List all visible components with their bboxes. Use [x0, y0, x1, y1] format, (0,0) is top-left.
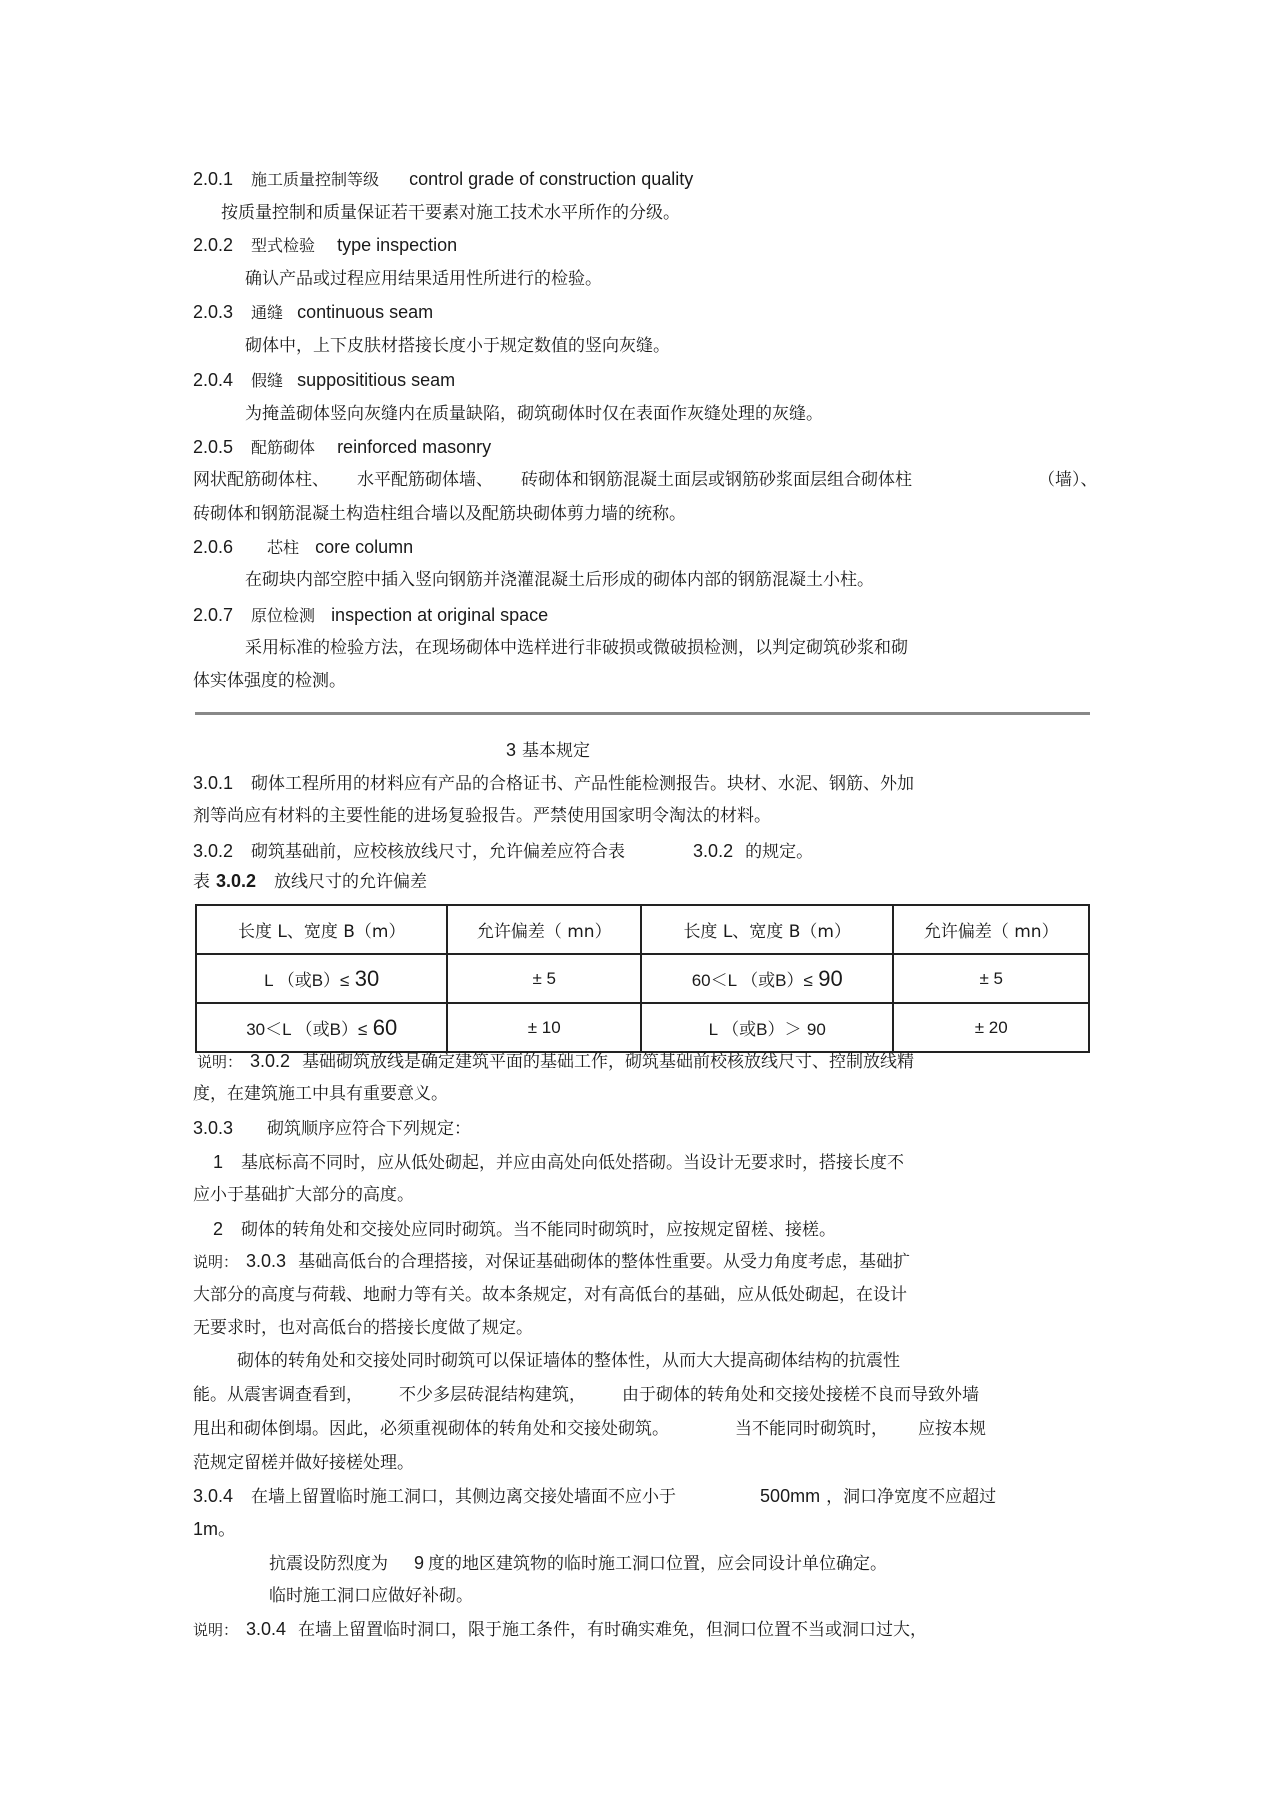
tolerance-table	[195, 904, 1090, 1053]
range-text: 60＜L （或B）≤	[691, 970, 813, 990]
term-definition	[193, 469, 912, 491]
text-part: 度的地区建筑物的临时施工洞口位置，应会同设计单位确定。	[428, 1554, 888, 1574]
term-2-0-4	[193, 369, 455, 392]
chapter-number: 3	[506, 740, 517, 760]
term-definition: 为掩盖砌体竖向灰缝内在质量缺陷，砌筑砌体时仅在表面作灰缝处理的灰缝。	[245, 404, 823, 424]
table-cell	[641, 954, 893, 1003]
dimension-value: 1m。	[193, 1519, 237, 1539]
term-zh: 原位检测	[251, 606, 316, 625]
clause-number: 3.0.1	[193, 773, 234, 793]
text-part: 由于砌体的转角处和交接处接槎不良而导致外墙	[622, 1385, 979, 1405]
clause-text-continued: 剂等尚应有材料的主要性能的进场复验报告。严禁使用国家明令淘汰的材料。	[193, 806, 771, 826]
clause-text-continued	[193, 1518, 236, 1541]
text-part: 能。从震害调查看到，	[193, 1385, 363, 1405]
table-reference: 3.0.2	[693, 841, 734, 861]
item-number: 1	[213, 1152, 224, 1172]
term-zh: 假缝	[251, 371, 284, 390]
clause-number: 3.0.3	[193, 1118, 234, 1138]
note-prefix: 说明：	[197, 1053, 243, 1071]
definition-part: 网状配筋砌体柱、	[193, 470, 329, 490]
term-en: type inspection	[337, 235, 458, 255]
note-text: 在墙上留置临时洞口，限于施工条件，有时确实难免，但洞口位置不当或洞口过大，	[298, 1620, 928, 1640]
header-cell: 允许偏差（ mn）	[447, 905, 641, 954]
note-text: 基础砌筑放线是确定建筑平面的基础工作，砌筑基础前校核放线尺寸、控制放线精	[302, 1052, 915, 1072]
clause-number: 3.0.2	[193, 841, 234, 861]
list-item-2	[213, 1218, 836, 1241]
item-number: 2	[213, 1219, 224, 1239]
range-text: 30＜L （或B）≤	[246, 1019, 368, 1039]
term-definition: 在砌块内部空腔中插入竖向钢筋并浇灌混凝土后形成的砌体内部的钢筋混凝土小柱。	[245, 570, 874, 590]
chapter-title: 基本规定	[522, 741, 591, 761]
sub-clause: 临时施工洞口应做好补砌。	[269, 1586, 473, 1606]
table-cell: ± 5	[447, 954, 641, 1003]
clause-text: 砌筑基础前，应校核放线尺寸，允许偏差应符合表	[251, 842, 626, 862]
caption-number: 3.0.2	[216, 871, 257, 891]
note-text-continued: 度，在建筑施工中具有重要意义。	[193, 1084, 448, 1104]
table-row	[196, 1003, 1089, 1052]
term-2-0-2	[193, 234, 457, 257]
range-limit: 90	[818, 965, 843, 991]
range-limit: 60	[372, 1014, 398, 1040]
note-paragraph-line	[193, 1418, 986, 1440]
term-2-0-7	[193, 604, 548, 627]
text-part: 应按本规	[918, 1419, 986, 1439]
clause-3-0-2	[193, 840, 813, 863]
note-text-continued: 大部分的高度与荷载、地耐力等有关。故本条规定，对有高低台的基础，应从低处砌起，在设计	[193, 1285, 907, 1305]
note-3-0-3	[193, 1250, 910, 1273]
term-zh: 通缝	[251, 303, 284, 322]
term-en: inspection at original space	[331, 605, 549, 625]
term-en: supposititious seam	[297, 370, 456, 390]
clause-number: 2.0.1	[193, 169, 234, 189]
note-3-0-4	[193, 1618, 927, 1641]
text-part: 甩出和砌体倒塌。因此，必须重视砌体的转角处和交接处砌筑。	[193, 1419, 669, 1439]
header-cell: 允许偏差（ mn）	[893, 905, 1089, 954]
term-definition: 采用标准的检验方法，在现场砌体中选样进行非破损或微破损检测，以判定砌筑砂浆和砌	[245, 638, 908, 658]
table-row	[196, 954, 1089, 1003]
term-zh: 配筋砌体	[251, 438, 316, 457]
section-divider	[195, 712, 1090, 715]
clause-number: 3.0.2	[250, 1051, 291, 1071]
note-paragraph-line	[193, 1384, 979, 1406]
term-en: control grade of construction quality	[409, 169, 694, 189]
clause-number: 2.0.4	[193, 370, 234, 390]
term-zh: 芯柱	[267, 538, 300, 557]
table-cell: ± 10	[447, 1003, 641, 1052]
clause-number: 3.0.4	[246, 1619, 287, 1639]
table-cell	[196, 1003, 447, 1052]
clause-text: 的规定。	[745, 842, 814, 862]
term-2-0-6	[193, 536, 413, 559]
clause-number: 2.0.5	[193, 437, 234, 457]
term-2-0-5	[193, 436, 491, 459]
item-text-continued: 应小于基础扩大部分的高度。	[193, 1185, 414, 1205]
dimension-value: 500mm	[760, 1486, 821, 1506]
note-paragraph-line: 范规定留槎并做好接槎处理。	[193, 1453, 414, 1473]
term-definition: 砌体中，上下皮肤材搭接长度小于规定数值的竖向灰缝。	[245, 336, 670, 356]
clause-text: 在墙上留置临时施工洞口，其侧边离交接处墙面不应小于	[251, 1487, 677, 1507]
list-item-1	[213, 1151, 904, 1174]
clause-number: 2.0.3	[193, 302, 234, 322]
term-definition: 确认产品或过程应用结果适用性所进行的检验。	[245, 269, 602, 289]
chapter-heading	[506, 739, 590, 762]
clause-number: 2.0.7	[193, 605, 234, 625]
clause-text: ，洞口净宽度不应超过	[826, 1487, 997, 1507]
clause-3-0-3	[193, 1117, 471, 1140]
note-prefix: 说明：	[193, 1621, 239, 1639]
header-cell: 长度 L、宽度 B（m）	[196, 905, 447, 954]
clause-3-0-4	[193, 1485, 996, 1508]
note-text-continued: 无要求时，也对高低台的搭接长度做了规定。	[193, 1318, 533, 1338]
definition-part: （墙）、	[1038, 470, 1098, 490]
table-cell: ± 20	[893, 1003, 1089, 1052]
definition-part: 砖砌体和钢筋混凝土面层或钢筋砂浆面层组合砌体柱	[521, 470, 912, 490]
text-part: 不少多层砖混结构建筑，	[399, 1385, 586, 1405]
note-3-0-2	[197, 1050, 914, 1073]
text-part: 抗震设防烈度为	[269, 1554, 388, 1574]
range-limit: 30	[354, 965, 380, 991]
table-cell	[641, 1003, 893, 1052]
term-2-0-3	[193, 301, 433, 324]
header-cell: 长度 L、宽度 B（m）	[641, 905, 893, 954]
clause-text: 砌筑顺序应符合下列规定：	[267, 1119, 472, 1139]
term-zh: 施工质量控制等级	[251, 170, 380, 189]
term-en: core column	[315, 537, 414, 557]
note-text: 基础高低台的合理搭接，对保证基础砌体的整体性重要。从受力角度考虑，基础扩	[298, 1252, 911, 1272]
term-en: continuous seam	[297, 302, 434, 322]
table-cell	[196, 954, 447, 1003]
clause-3-0-1	[193, 772, 914, 795]
item-text: 砌体的转角处和交接处应同时砌筑。当不能同时砌筑时，应按规定留槎、接槎。	[241, 1220, 837, 1240]
clause-number: 2.0.2	[193, 235, 234, 255]
range-limit: 90	[806, 1020, 826, 1039]
item-text: 基底标高不同时，应从低处砌起，并应由高处向低处搭砌。当设计无要求时，搭接长度不	[241, 1153, 905, 1173]
note-prefix: 说明：	[193, 1253, 239, 1271]
term-en: reinforced masonry	[337, 437, 492, 457]
caption-title: 放线尺寸的允许偏差	[274, 872, 428, 892]
caption-prefix: 表	[193, 872, 210, 892]
term-definition: 按质量控制和质量保证若干要素对施工技术水平所作的分级。	[221, 203, 680, 223]
intensity-value: 9	[414, 1553, 425, 1573]
sub-clause	[269, 1552, 887, 1575]
text-part: 当不能同时砌筑时，	[735, 1419, 888, 1439]
table-cell: ± 5	[893, 954, 1089, 1003]
term-definition-continued: 砖砌体和钢筋混凝土构造柱组合墙以及配筋块砌体剪力墙的统称。	[193, 504, 686, 524]
term-2-0-1	[193, 168, 693, 191]
term-zh: 型式检验	[251, 236, 316, 255]
range-text: L （或B）＞	[708, 1020, 802, 1039]
clause-number: 3.0.3	[246, 1251, 287, 1271]
range-text: L （或B）≤	[264, 970, 350, 990]
term-definition-continued: 体实体强度的检测。	[193, 671, 346, 691]
clause-number: 2.0.6	[193, 537, 234, 557]
table-header-row	[196, 905, 1089, 954]
note-paragraph: 砌体的转角处和交接处同时砌筑可以保证墙体的整体性，从而大大提高砌体结构的抗震性	[237, 1351, 900, 1371]
table-caption	[193, 870, 427, 893]
clause-number: 3.0.4	[193, 1486, 234, 1506]
clause-text: 砌体工程所用的材料应有产品的合格证书、产品性能检测报告。块材、水泥、钢筋、外加	[251, 774, 915, 794]
definition-part: 水平配筋砌体墙、	[357, 470, 493, 490]
